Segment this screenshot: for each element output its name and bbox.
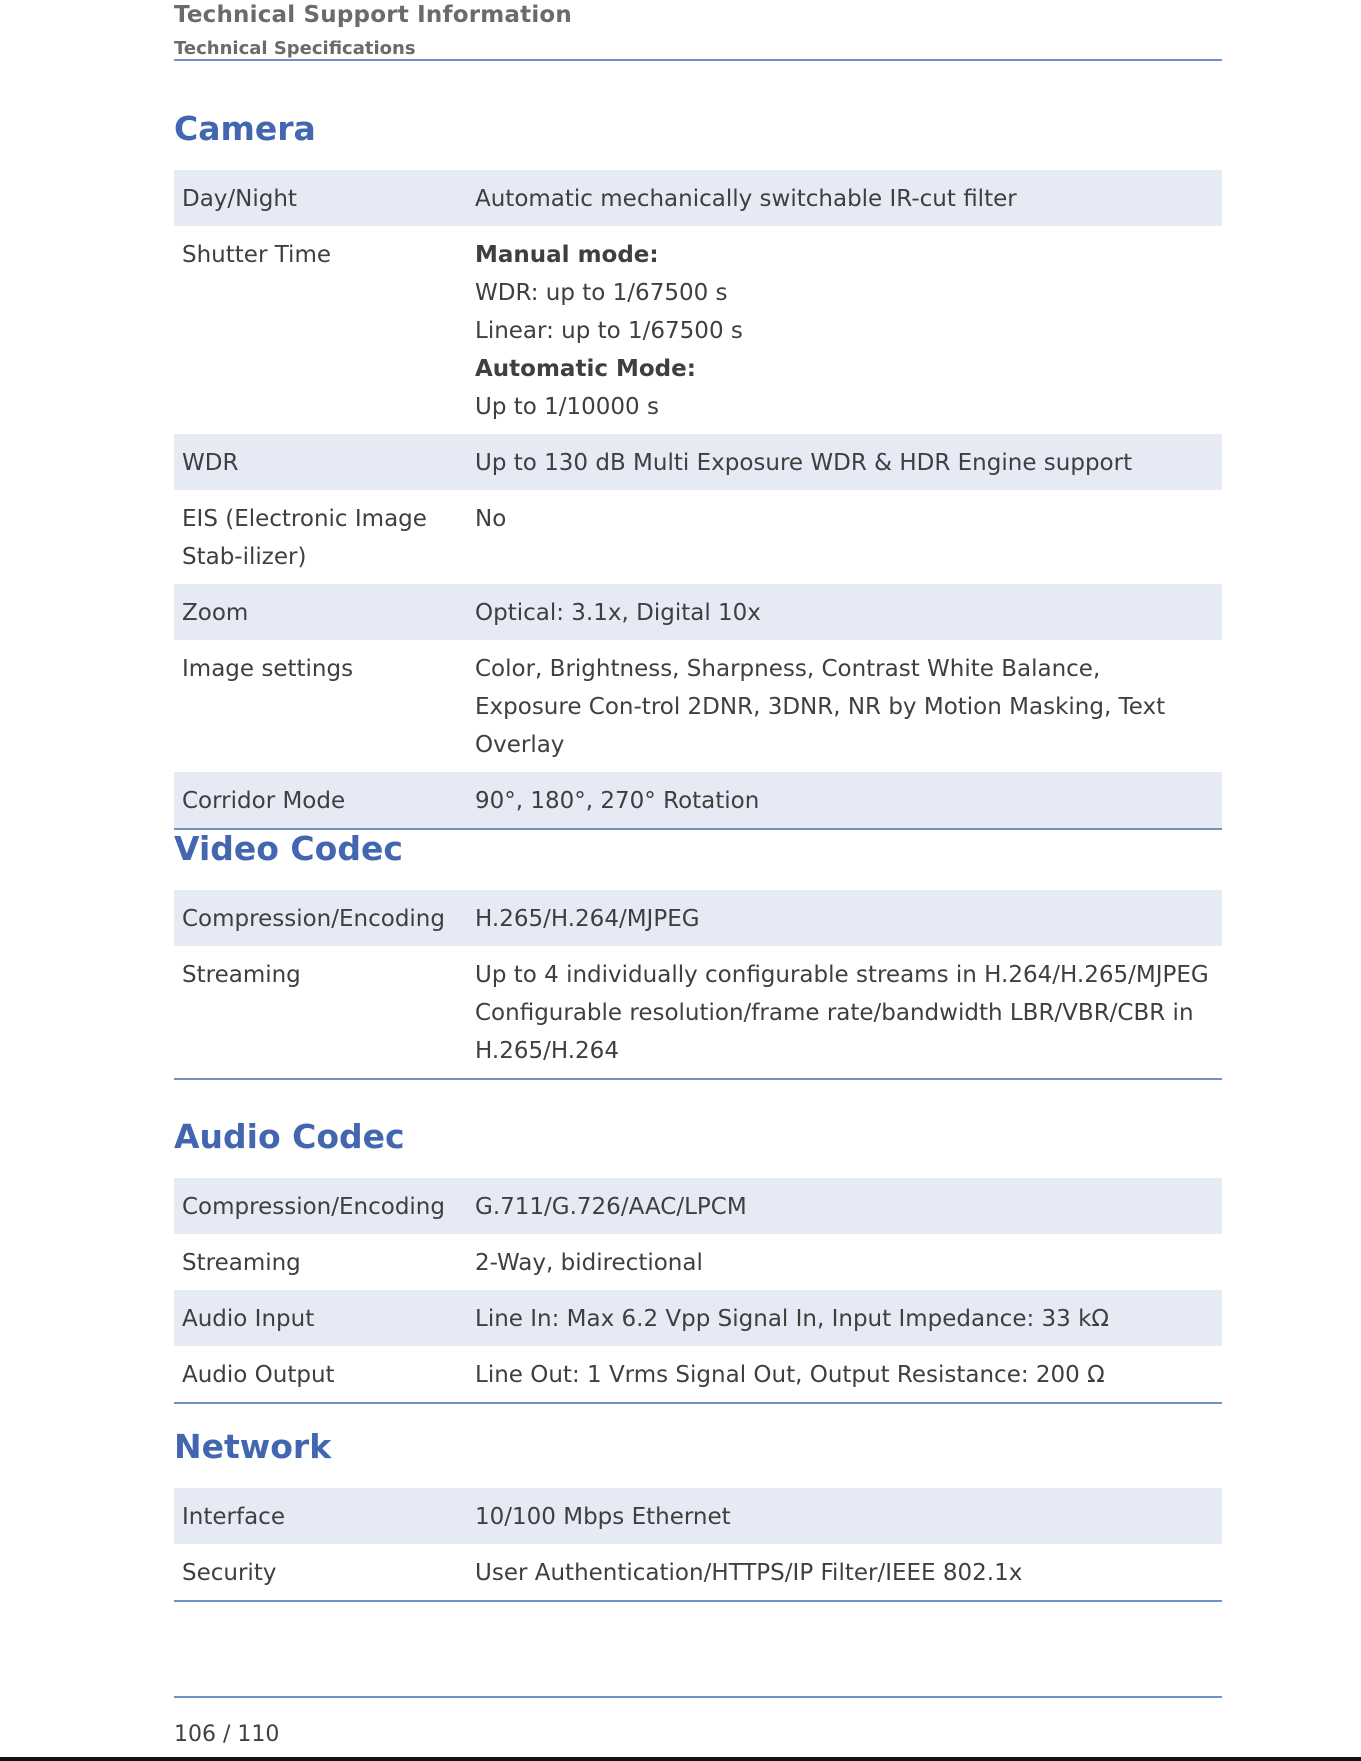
- table-row: [174, 890, 1222, 946]
- table-row: [174, 946, 1222, 1078]
- spec-value-line: H.265/H.264/MJPEG: [475, 906, 700, 932]
- table-row: [174, 1234, 1222, 1290]
- spec-value-line: Linear: up to 1/67500 s: [475, 318, 743, 344]
- spec-label: Image settings: [182, 656, 354, 682]
- spec-label: Security: [182, 1560, 277, 1586]
- section-video-codec: [174, 824, 1222, 1080]
- spec-value: [475, 434, 1222, 490]
- spec-label: Corridor Mode: [182, 788, 346, 814]
- spec-label: WDR: [182, 450, 239, 476]
- footer-divider: [174, 1696, 1222, 1698]
- spec-label: Audio Input: [182, 1306, 315, 1332]
- table-row: [174, 434, 1222, 490]
- spec-value: [475, 490, 1222, 584]
- spec-value-line: 10/100 Mbps Ethernet: [475, 1504, 731, 1530]
- spec-label: Compression/Encoding: [182, 1194, 445, 1220]
- table-row: [174, 1290, 1222, 1346]
- spec-label: Streaming: [182, 1250, 301, 1276]
- table-row: [174, 1346, 1222, 1402]
- spec-value-line: Color, Brightness, Sharpness, Contrast White Balance, Exposure Con-trol 2DNR, 3DNR, NR by Motion Masking, Text Overlay: [475, 656, 1166, 758]
- spec-value: [475, 1234, 1222, 1290]
- section-camera: [174, 104, 1222, 830]
- section-network: [174, 1422, 1222, 1602]
- spec-value-line: 90°, 180°, 270° Rotation: [475, 788, 760, 814]
- spec-value-line: Automatic Mode:: [475, 356, 696, 382]
- spec-value-line: Up to 1/10000 s: [475, 394, 659, 420]
- spec-value-line: Line In: Max 6.2 Vpp Signal In, Input Impedance: 33 kΩ: [475, 1306, 1110, 1332]
- spec-table-network: [174, 1488, 1222, 1602]
- table-row: [174, 772, 1222, 828]
- spec-value-line: Optical: 3.1x, Digital 10x: [475, 600, 761, 626]
- section-audio-codec: [174, 1112, 1222, 1404]
- spec-value-line: Configurable resolution/frame rate/bandwidth LBR/VBR/CBR in H.265/H.264: [475, 1000, 1194, 1064]
- page-header: [174, 0, 1222, 61]
- spec-label: Zoom: [182, 600, 249, 626]
- spec-value: [475, 226, 1222, 434]
- table-row: [174, 1544, 1222, 1600]
- spec-label: Interface: [182, 1504, 285, 1530]
- table-row: [174, 170, 1222, 226]
- spec-value: [475, 584, 1222, 640]
- spec-label: Day/Night: [182, 186, 297, 212]
- spec-label: Audio Output: [182, 1362, 335, 1388]
- spec-value-line: Up to 130 dB Multi Exposure WDR & HDR Engine support: [475, 450, 1133, 476]
- spec-value: [475, 1346, 1222, 1402]
- header-title: Technical Support Information: [174, 2, 572, 28]
- table-row: [174, 226, 1222, 434]
- table-row: [174, 584, 1222, 640]
- spec-value-line: No: [475, 506, 507, 532]
- spec-value: [475, 1178, 1222, 1234]
- spec-value: [475, 170, 1222, 226]
- spec-table-audio-codec: [174, 1178, 1222, 1404]
- spec-label: Compression/Encoding: [182, 906, 445, 932]
- spec-label: EIS (Electronic Image Stab-ilizer): [182, 506, 427, 570]
- header-subtitle: Technical Specifications: [174, 38, 416, 59]
- spec-label: Shutter Time: [182, 242, 331, 268]
- spec-value: [475, 640, 1222, 772]
- spec-value: [475, 946, 1222, 1078]
- spec-value-line: Up to 4 individually configurable streams in H.264/H.265/MJPEG: [475, 962, 1209, 988]
- section-title: Network: [174, 1427, 332, 1466]
- spec-value-line: 2-Way, bidirectional: [475, 1250, 703, 1276]
- section-title: Video Codec: [174, 829, 403, 868]
- section-title: Camera: [174, 109, 316, 148]
- spec-table-video-codec: [174, 890, 1222, 1080]
- spec-value-line: User Authentication/HTTPS/IP Filter/IEEE 802.1x: [475, 1560, 1023, 1586]
- table-row: [174, 1178, 1222, 1234]
- spec-value-line: WDR: up to 1/67500 s: [475, 280, 728, 306]
- spec-value-line: G.711/G.726/AAC/LPCM: [475, 1194, 747, 1220]
- page-bottom-edge: [0, 1757, 1361, 1761]
- spec-label: Streaming: [182, 962, 301, 988]
- table-row: [174, 640, 1222, 772]
- spec-value-line: Automatic mechanically switchable IR-cut filter: [475, 186, 1017, 212]
- page-number: 106 / 110: [174, 1722, 280, 1747]
- spec-value: [475, 890, 1222, 946]
- spec-value: [475, 1488, 1222, 1544]
- spec-table-camera: [174, 170, 1222, 830]
- spec-value: [475, 1290, 1222, 1346]
- spec-value-line: Line Out: 1 Vrms Signal Out, Output Resistance: 200 Ω: [475, 1362, 1105, 1388]
- spec-value: [475, 772, 1222, 828]
- spec-value-line: Manual mode:: [475, 242, 659, 268]
- spec-value: [475, 1544, 1222, 1600]
- table-row: [174, 1488, 1222, 1544]
- section-title: Audio Codec: [174, 1117, 405, 1156]
- table-row: [174, 490, 1222, 584]
